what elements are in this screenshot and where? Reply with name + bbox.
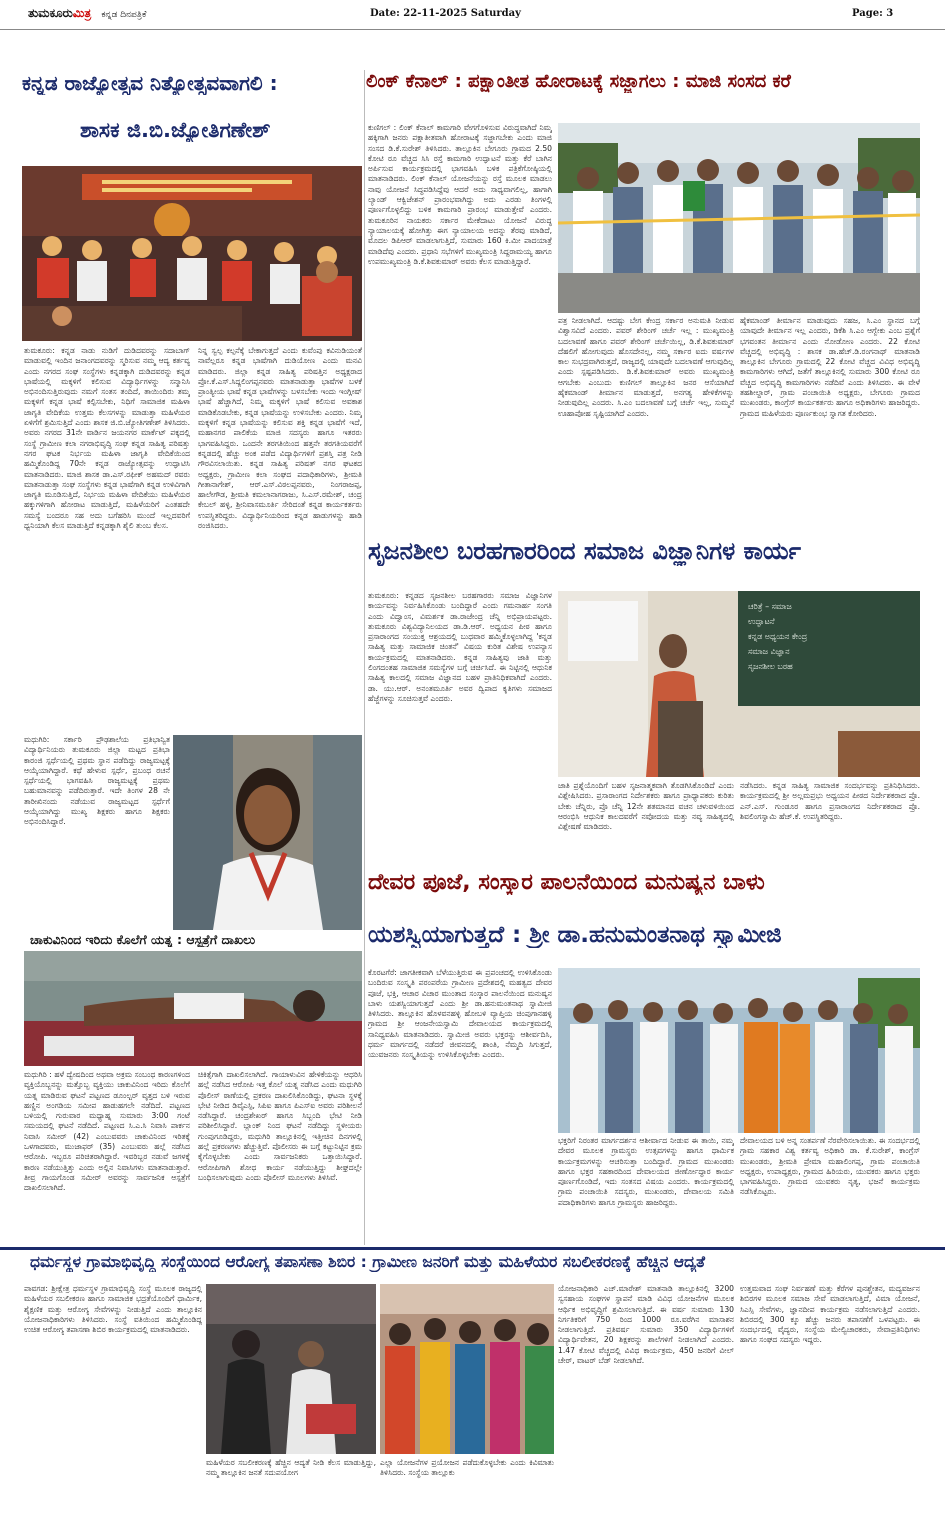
board-line: ಉದ್ಘಾಟನೆ	[748, 617, 775, 626]
writers-photo	[558, 591, 920, 777]
writers-photo-label	[558, 776, 561, 777]
issue-date: Date: 22-11-2025 Saturday	[370, 8, 521, 19]
story1-column-2: ನಿನ್ನ ಸ್ವಲ್ಪ ಕಲ್ಪನೆಕ್ಕೆ ಬೇಕಾಗುತ್ತದೆ ಎಂದು ಕುವೆಂಪು ಕವಿನುಡಿಯಂತೆ ನಾವೆಲ್ಲರೂ ಕನ್ನಡ ಭಾಷೆಗಾಗಿ ದುಡಿಯೋಣ ಎಂದು ಮನವಿ ಮಾಡಿದರು. ಜಿಲ್ಲಾ ಕನ್ನಡ ಸಾಹಿತ್ಯ ಪರಿಷತ್ತಿನ ಅಧ್ಯಕ್ಷರಾದ ಪ್ರೋ.ಕೆ.ಎಸ್.ಸಿದ್ದಲಿಂಗಪ್ಪನವರು ಮಾತನಾಡುತ್ತಾ ಭಾಷೆಗಳ ಬಳಕೆ ಪ್ರಾಂತ್ಯೀಯ ಭಾಷೆ ಕನ್ನಡ ಭಾಷೆಗಳನ್ನು ಬಳಸಬೇಕು ಇಂದು ಇಂಗ್ಲೀಷ್ ಭಾಷೆ ಹೆಚ್ಚಾಗಿದೆ, ನಿಮ್ಮ ಮಕ್ಕಳಿಗೆ ಭಾಷೆ ಕಲಿಸುವ ಅವಕಾಶ ಮಾಡಿಕೊಡಬೇಕು, ಕನ್ನಡ ಭಾಷೆಯನ್ನು ಉಳಿಸಬೇಕು ಎಂದರು. ನಿಮ್ಮ ಮಕ್ಕಳಿಗೆ ಕನ್ನಡ ಭಾಷೆಯನ್ನು ಕಲಿಸುವ ಶಕ್ತಿ ಕನ್ನಡ ಭಾಷೆಗೆ ಇದೆ, ಮಹಾನಗರ ಪಾಲಿಕೆಯ ಮಾಜಿ ಸದಸ್ಯರು ಹಾಗೂ ಇತರರು ಭಾಗವಹಿಸಿದ್ದರು. ಒಂದನೇ ತರಗತಿಯಿಂದ ಹತ್ತನೇ ತರಗತಿಯವರೆಗೆ ಕನ್ನಡದಲ್ಲಿ ಹೆಚ್ಚು ಅಂಕ ಪಡೆದ ವಿದ್ಯಾರ್ಥಿಗಳಿಗೆ ಪ್ರಶಸ್ತಿ ಪತ್ರ ನೀಡಿ ಗೌರವಿಸಲಾಯಿತು. ಕನ್ನಡ ಸಾಹಿತ್ಯ ಪರಿಷತ್ ನಗರ ಘಟಕದ ಅಧ್ಯಕ್ಷರು, ಗ್ರಾಮೀಣ ಕಲಾ ಸಂಘದ ಪದಾಧಿಕಾರಿಗಳು, ಶ್ರೀಮತಿ ಗೀತಾನಾಗೇಶ್, ಆರ್.ಎಸ್.ವಿಠಲಪ್ಪನವರು, ನಿಂಗರಾಜಪ್ಪ, ಹಾಲೇಗೌಡ, ಶ್ರೀಮತಿ ಕಮಲಾನಾಗರಾಜು, ಸಿ.ಎಸ್.ರಮೇಶ್, ಚಂದ್ರ ಕೇಬಲ್ ಹಳ್ಳಿ, ಶ್ರೀನಿವಾಸಮೂರ್ತಿ ಸೇರಿದಂತೆ ಕನ್ನಡ ಕಾರ್ಯಕರ್ತರು ಉಪಸ್ಥಿತರಿದ್ದರು. ವಿದ್ಯಾರ್ಥಿನಿಯರಿಂದ ಕನ್ನಡ ಹಾಡುಗಳನ್ನು ಹಾಡಿ ರಂಜಿಸಿದರು.	[198, 346, 362, 531]
stab-photo	[24, 951, 362, 1066]
masthead-name-b: ಮಿತ್ರ	[72, 6, 92, 20]
story1-headline-1: ಕನ್ನಡ ರಾಜ್ಯೋತ್ಸವ ನಿತ್ಯೋತ್ಸವವಾಗಲಿ :	[22, 72, 278, 95]
masthead-name-a: ತುಮಕೂರು	[28, 6, 73, 20]
canal-column-2: ಪತ್ರ ನೀಡಲಾಗಿದೆ. ಆದಷ್ಟು ಬೇಗ ಕೇಂದ್ರ ಸರ್ಕಾರ ಅನುಮತಿ ನೀಡುವ ವಿಶ್ವಾಸವಿದೆ ಎಂದರು. ಪವರ್ ಶೇರಿಂಗ್ ಚರ್ಚೆ ಇಲ್ಲ : ಮುಖ್ಯಮಂತ್ರಿ ಬದಲಾವಣೆ ಹಾಗೂ ಪವರ್ ಶೇರಿಂಗ್ ಚರ್ಚೆಯಿಲ್ಲ, ಡಿ.ಕೆ.ಶಿವಕುಮಾರ್ ದೆಹಲಿಗೆ ಹೋಗುವುದು ಹೊಸದೇನಲ್ಲ, ನಮ್ಮ ಸರ್ಕಾರ ಐದು ವರ್ಷಗಳ ಕಾಲ ಸುಭದ್ರವಾಗಿರುತ್ತದೆ, ರಾಜ್ಯದಲ್ಲಿ ಯಾವುದೇ ಬದಲಾವಣೆ ಆಗುವುದಿಲ್ಲ ಎಂದು ಸ್ಪಷ್ಟಪಡಿಸಿದರು. ಡಿ.ಕೆ.ಶಿವಕುಮಾರ್ ಅವರು ಮುಖ್ಯಮಂತ್ರಿ ಆಗಬೇಕು ಎಂಬುದು ಕುಣಿಗಲ್ ತಾಲ್ಲೂಕಿನ ಜನರ ಆಸೆಯಾಗಿದೆ ಹೈಕಮಾಂಡ್ ತೀರ್ಮಾನ ಮಾಡುತ್ತದೆ, ಅನಗತ್ಯ ಹೇಳಿಕೆಗಳನ್ನು ನೀಡುವುದಿಲ್ಲ ಎಂದರು. ಸಿ.ಎಂ ಬದಲಾವಣೆ ಬಗ್ಗೆ ಚರ್ಚೆ ಇಲ್ಲ, ಸುಮ್ಮನೆ ಊಹಾಪೋಹ ಸೃಷ್ಟಿಯಾಗಿದೆ ಎಂದರು.	[558, 316, 734, 418]
board-line: ಕನ್ನಡ ಅಧ್ಯಯನ ಕೇಂದ್ರ	[748, 632, 808, 641]
canal-photo	[558, 123, 920, 313]
board-line: ಸಮಾಜ ವಿಜ್ಞಾನ	[748, 647, 790, 656]
board-line: ಸೃಜನಶೀಲ ಬರಹ	[748, 662, 793, 671]
canal-headline: ಲಿಂಕ್ ಕೆನಾಲ್ : ಪಕ್ಷಾಂತೀತ ಹೋರಾಟಕ್ಕೆ ಸಜ್ಜಾಗಲು : ಮಾಜಿ ಸಂಸದ ಕರೆ	[366, 72, 791, 92]
story1-photo-label	[22, 340, 32, 341]
board-line: ಚರಿತ್ರೆ – ಸಮಾಜ	[748, 602, 792, 611]
swamiji-column-3: ದೇವಾಲಯದ ಬಳಿ ಅನ್ನ ಸಂತರ್ಪಣೆ ನೆರವೇರಿಸಲಾಯಿತು. ಈ ಸಂದರ್ಭದಲ್ಲಿ ಗ್ರಾಮ ಸಹಕಾರ ವಿಶ್ವ ಕರ್ತವ್ಯ ಅಧಿಕಾರಿ ಡಾ. ಕೆ.ಸುರೇಶ್, ಕಾಂಗ್ರೆಸ್ ಮುಖಂಡರು, ಶ್ರೀಮತಿ ಪ್ರೇಮಾ ಮಹಾಲಿಂಗಪ್ಪ, ಗ್ರಾಮ ಪಂಚಾಯಿತಿ ಅಧ್ಯಕ್ಷರು, ಉಪಾಧ್ಯಕ್ಷರು, ಗ್ರಾಮದ ಹಿರಿಯರು, ಯುವಕರು ಹಾಗೂ ಭಕ್ತರು ಭಾಗವಹಿಸಿದ್ದರು. ಗ್ರಾಮದ ಯುವಕರು ನೃತ್ಯ, ಭಜನೆ ಕಾರ್ಯಕ್ರಮ ನಡೆಸಿಕೊಟ್ಟರು.	[740, 1136, 920, 1197]
canal-photo-label	[558, 312, 565, 313]
dharmasthala-column-5: ಉತ್ತಮವಾದ ಸಂಘ ನಿರ್ವಹಣೆ ಮತ್ತು ಕೆರೆಗಳ ಪುನಶ್ಚೇತನ, ಮದ್ಯವರ್ಜನ ಶಿಬಿರಗಳ ಮೂಲಕ ಸಮಾಜ ಸೇವೆ ಮಾಡಲಾಗುತ್ತಿದೆ, ವಿಮಾ ಯೋಜನೆ, ಸಿಎಸ್ಸಿ ಸೇವೆಗಳು, ಜ್ಞಾನದೀಪ ಕಾರ್ಯಕ್ರಮ ನಡೆಸಲಾಗುತ್ತಿದೆ ಎಂದರು. ಶಿಬಿರದಲ್ಲಿ 300 ಕ್ಕೂ ಹೆಚ್ಚು ಜನರು ತಪಾಸಣೆಗೆ ಒಳಪಟ್ಟರು. ಈ ಸಂದರ್ಭದಲ್ಲಿ ವೈದ್ಯರು, ಸಂಸ್ಥೆಯ ಮೇಲ್ವಿಚಾರಕರು, ಸೇವಾಪ್ರತಿನಿಧಿಗಳು ಹಾಗೂ ಸಂಘದ ಸದಸ್ಯರು ಇದ್ದರು.	[740, 1284, 920, 1345]
stab-headline: ಚಾಕುವಿನಿಂದ ಇರಿದು ಕೊಲೆಗೆ ಯತ್ನ : ಆಸ್ಪತ್ರೆಗೆ ದಾಖಲು	[30, 933, 256, 947]
writers-column-2: ಜಾತಿ ಪ್ರಶ್ನೆಯೊಂದಿಗೆ ಬಹಳ ಸೃಜನಾತ್ಮಕವಾಗಿ ತೊಡಗಿಸಿಕೊಂಡಿದೆ ಎಂದು ವಿಶ್ಲೇಷಿಸಿದರು. ಪ್ರಸಾರಾಂಗದ ನಿರ್ದೇಶಕರು ಹಾಗೂ ಪ್ರಾಧ್ಯಾಪಕರು ಕುರಿತು ಬೇಕು ಚೆನ್ನಿರು, ಪ್ರೊ ಚೆನ್ನಿ 12ನೇ ಶತಮಾನದ ವಚನ ಚಳುವಳಿಯಿಂದ ಆರಂಭಿಸಿ ಆಧುನಿಕ ಕಾಲದವರೆಗೆ ನವೋದಯ ಮತ್ತು ನವ್ಯ ಸಾಹಿತ್ಯದಲ್ಲಿ ವಿಶ್ಲೇಷಣೆ ಮಾಡಿದರು.	[558, 781, 734, 832]
swamiji-headline-1: ದೇವರ ಪೂಜೆ, ಸಂಸ್ಕಾರ ಪಾಲನೆಯಿಂದ ಮನುಷ್ಯನ ಬಾಳು	[368, 870, 765, 895]
stab-photo-label	[24, 1065, 31, 1066]
stab-column-2: ಚಿಕಿತ್ಸೆಗಾಗಿ ದಾಖಲಿಸಲಾಗಿದೆ. ಗಾಯಾಳುವಿನ ಹೇಳಿಕೆಯನ್ನು ಆಧರಿಸಿ ಹಲ್ಲೆ ನಡೆಸಿದ ಆರೋಪಿ ಇತ್ತ ಕೊಲೆ ಯತ್ನ ನಡೆಸಿದ ಎಂದು ಮಧುಗಿರಿ ಪೊಲೀಸ್ ಠಾಣೆಯಲ್ಲಿ ಪ್ರಕರಣ ದಾಖಲಿಸಿಕೊಂಡಿದ್ದು, ಘಟನಾ ಸ್ಥಳಕ್ಕೆ ಭೇಟಿ ನೀಡಿದ ಡಿವೈಎಸ್ಪಿ, ಸಿಪಿಐ ಹಾಗೂ ಪಿಎಸ್ಐ ಅವರು ಪರಿಶೀಲನೆ ನಡೆಸಿದ್ದಾರೆ. ಚಂದ್ರಶೇಖರ್ ಹಾಗೂ ಸಿಬ್ಬಂದಿ ಭೇಟಿ ನೀಡಿ ಪರಿಶೀಲಿಸಿದ್ದಾರೆ. ಬ್ಲಾಂಕ್ ನಿಂದ ಘಟನೆ ನಡೆದಿದ್ದು ಸ್ಥಳೀಯರು ಗುಂಪುಗೂಡಿದ್ದರು, ಮಧುಗಿರಿ ತಾಲ್ಲೂಕಿನಲ್ಲಿ ಇತ್ತೀಚಿನ ದಿನಗಳಲ್ಲಿ ಹಲ್ಲೆ ಪ್ರಕರಣಗಳು ಹೆಚ್ಚುತ್ತಿವೆ. ಪೊಲೀಸರು ಈ ಬಗ್ಗೆ ಕಟ್ಟುನಿಟ್ಟಿನ ಕ್ರಮ ಕೈಗೊಳ್ಳಬೇಕು ಎಂದು ಸಾರ್ವಜನಿಕರು ಒತ್ತಾಯಿಸಿದ್ದಾರೆ. ಆರೋಪಿಗಾಗಿ ಶೋಧ ಕಾರ್ಯ ನಡೆಯುತ್ತಿದ್ದು ಶೀಘ್ರದಲ್ಲೇ ಬಂಧಿಸಲಾಗುವುದು ಎಂದು ಪೊಲೀಸ್ ಮೂಲಗಳು ತಿಳಿಸಿವೆ.	[198, 1070, 362, 1182]
story1-photo	[22, 166, 362, 341]
swamiji-column-2: ಭಕ್ತರಿಗೆ ನಿರಂತರ ಮಾರ್ಗದರ್ಶನ ಆಶೀರ್ವಾದ ನೀಡುವ ಈ ತಾಯಿ, ನಮ್ಮ ದೇವರ ಮೂಲಕ ಗ್ರಾಮಸ್ಥರು ಉತ್ಸವಗಳನ್ನು ಹಾಗೂ ಧಾರ್ಮಿಕ ಕಾರ್ಯಕ್ರಮಗಳನ್ನು ಆಚರಿಸುತ್ತಾ ಬಂದಿದ್ದಾರೆ. ಗ್ರಾಮದ ಮುಖಂಡರು ಹಾಗೂ ಭಕ್ತರ ಸಹಕಾರದಿಂದ ದೇವಾಲಯದ ಜೀರ್ಣೋದ್ಧಾರ ಕಾರ್ಯ ಪೂರ್ಣಗೊಂಡಿದೆ, ಇದು ಸಂತಸದ ವಿಷಯ ಎಂದರು. ಕಾರ್ಯಕ್ರಮದಲ್ಲಿ ಗ್ರಾಮ ಪಂಚಾಯಿತಿ ಸದಸ್ಯರು, ಮುಖಂಡರು, ದೇವಾಲಯ ಸಮಿತಿ ಪದಾಧಿಕಾರಿಗಳು ಹಾಗೂ ಗ್ರಾಮಸ್ಥರು ಹಾಜರಿದ್ದರು.	[558, 1136, 734, 1207]
dharmasthala-photo-1-label	[206, 1453, 212, 1454]
column-rule	[364, 70, 365, 1245]
writers-headline: ಸೃಜನಶೀಲ ಬರಹಗಾರರಿಂದ ಸಮಾಜ ವಿಜ್ಞಾನಿಗಳ ಕಾರ್ಯ	[368, 538, 801, 565]
dharmasthala-photo-2-label	[380, 1453, 388, 1454]
canal-column-3: ಹೈಕಮಾಂಡ್ ತೀರ್ಮಾನ ಮಾಡುವುದು ಸಹಜ, ಸಿ.ಎಂ ಸ್ಥಾನದ ಬಗ್ಗೆ ಯಾವುದೇ ತೀರ್ಮಾನ ಇಲ್ಲ ಎಂದರು, ಡಿಕೆಶಿ ಸಿ.ಎಂ ಆಗ್ಬೇಕು ಎಂಬ ಪ್ರಶ್ನೆಗೆ ಭಗವಂತನ ತೀರ್ಮಾನ ಎಂದು ನೋಡೋಣ ಎಂದರು. 22 ಕೋಟಿ ವೆಚ್ಚದಲ್ಲಿ ಅಭಿವೃದ್ಧಿ : ಶಾಸಕ ಡಾ.ಹೆಚ್.ಡಿ.ರಂಗನಾಥ್ ಮಾತನಾಡಿ ತಾಲ್ಲೂಕಿನ ಬೇಗೂರು ಗ್ರಾಮದಲ್ಲಿ 22 ಕೋಟಿ ವೆಚ್ಚದ ವಿವಿಧ ಅಭಿವೃದ್ಧಿ ಕಾಮಗಾರಿಗಳು ಆಗಿದೆ, ಜತೆಗೆ ತಾಲ್ಲೂಕಿನಲ್ಲಿ ಸುಮಾರು 300 ಕೋಟಿ ರೂ ವೆಚ್ಚದ ಅಭಿವೃದ್ಧಿ ಕಾಮಗಾರಿಗಳು ನಡೆದಿವೆ ಎಂದು ತಿಳಿಸಿದರು. ಈ ವೇಳೆ ತಹಶೀಲ್ದಾರ್, ಗ್ರಾಮ ಪಂಚಾಯಿತಿ ಅಧ್ಯಕ್ಷರು, ಬೇಗೂರು ಗ್ರಾಮದ ಮುಖಂಡರು, ಕಾಂಗ್ರೆಸ್ ಕಾರ್ಯಕರ್ತರು ಹಾಗೂ ಅಧಿಕಾರಿಗಳು ಹಾಜರಿದ್ದರು. ಗ್ರಾಮದ ಮಹಿಳೆಯರು ಪೂರ್ಣಕುಂಭ ಸ್ವಾಗತ ಕೋರಿದರು.	[740, 316, 920, 418]
dharmasthala-column-1: ಪಾವಗಡ: ಶ್ರೀಕ್ಷೇತ್ರ ಧರ್ಮಸ್ಥಳ ಗ್ರಾಮಾಭಿವೃದ್ಧಿ ಸಂಸ್ಥೆ ಮೂಲಕ ರಾಜ್ಯದಲ್ಲಿ ಮಹಿಳೆಯರ ಸಬಲೀಕರಣ ಹಾಗೂ ಸಾಮಾಜಿಕ ಭದ್ರತೆಯೊಂದಿಗೆ ಧಾರ್ಮಿಕ, ಶೈಕ್ಷಣಿಕ ಮತ್ತು ಆರೋಗ್ಯ ಸೇವೆಗಳನ್ನು ನೀಡುತ್ತಿದೆ ಎಂದು ತಾಲ್ಲೂಕಿನ ಯೋಜನಾಧಿಕಾರಿಗಳು ತಿಳಿಸಿದರು. ಸಂಸ್ಥೆ ವತಿಯಿಂದ ಹಮ್ಮಿಕೊಂಡಿದ್ದ ಉಚಿತ ಆರೋಗ್ಯ ತಪಾಸಣಾ ಶಿಬಿರ ಕಾರ್ಯಕ್ರಮದಲ್ಲಿ ಮಾತನಾಡಿದರು.	[24, 1284, 202, 1335]
student-photo	[173, 735, 362, 930]
story1-headline-2: ಶಾಸಕ ಜಿ.ಬಿ.ಜ್ಯೋತಿಗಣೇಶ್	[80, 118, 271, 142]
divider-rule	[0, 1247, 945, 1250]
swamiji-photo-label	[558, 1132, 569, 1133]
canal-column-1: ಕುಣಿಗಲ್ : ಲಿಂಕ್ ಕೆನಾಲ್ ಕಾಮಗಾರಿ ವೇಗಗೊಳಿಸುವ ವಿರುದ್ಧವಾಗಿದೆ ನಿಮ್ಮ ಹಕ್ಕಿಗಾಗಿ ಜನರು ಪಕ್ಷಾತೀತವಾಗಿ ಹೋರಾಟಕ್ಕೆ ಸಜ್ಜಾಗಬೇಕು ಎಂದು ಮಾಜಿ ಸಂಸದ ಡಿ.ಕೆ.ಸುರೇಶ್ ತಿಳಿಸಿದರು. ತಾಲ್ಲೂಕಿನ ಬೇಗೂರು ಗ್ರಾಮದ 2.50 ಕೋಟಿ ರೂ ವೆಚ್ಚದ ಸಿಸಿ ರಸ್ತೆ ಕಾಮಗಾರಿ ಉದ್ಘಾಟನೆ ಮತ್ತು ಕೆರೆ ಬಾಗಿನ ಅರ್ಪಿಸುವ ಕಾರ್ಯಕ್ರಮದಲ್ಲಿ ಭಾಗವಹಿಸಿ ಬಳಿಕ ಪತ್ರಿಕೆಗೋಷ್ಠಿಯಲ್ಲಿ ಮಾತನಾಡಿದರು. ಲಿಂಕ್ ಕೆನಾಲ್ ಯೋಜನೆಯನ್ನು ರಸ್ತೆ ಮೂಲಕ ಮಾಡಲು ನಾವು ಯೋಜನೆ ಸಿದ್ಧಪಡಿಸಿದ್ದೆವು ಆದರೆ ಅದು ಸಾಧ್ಯವಾಗಲಿಲ್ಲ, ಹಾಗಾಗಿ ಲ್ಯಾಂಡ್ ಆಕ್ವಿಜೇಶನ್ ಪ್ರಾರಂಭವಾಗಿದ್ದು ಅದು ಎರಡು ತಿಂಗಳಲ್ಲಿ ಪೂರ್ಣಗೊಳ್ಳಲಿದ್ದು ಬಳಿಕ ಕಾಮಗಾರಿ ಪ್ರಾರಂಭ ಮಾಡುತ್ತೇವೆ ಎಂದರು. ತುಮಕೂರಿನ ನಾಯಕರು ಸರ್ಕಾರ ಮೇಕೆದಾಟು ಯೋಜನೆ ವಿರುದ್ಧ ನ್ಯಾಯಾಲಯಕ್ಕೆ ಹೋಗಿತ್ತು ಈಗ ನ್ಯಾಯಾಲಯ ಅದನ್ನು ತೆರವು ಮಾಡಿದೆ, ಮೊದಲ ಡಿಪಿಆರ್ ಮಾಡಲಾಗುತ್ತಿದೆ, ಸುಮಾರು 160 ಕಿ.ಮೀ ಪಾದಯಾತ್ರೆ ಮಾಡಿದೆವು ಎಂದರು. ಪ್ರಧಾನಿ ಸಭೆಗಳಿಗೆ ಮುಖ್ಯಮಂತ್ರಿ ಸಿದ್ದರಾಮಯ್ಯ ಹಾಗೂ ಉಪಮುಖ್ಯಮಂತ್ರಿ ಡಿ.ಕೆ.ಶಿವಕುಮಾರ್ ಅವರು ಕೆಲಸ ಮಾಡುತ್ತಿದ್ದಾರೆ.	[368, 123, 552, 266]
writers-column-3: ನಡೆಸಿದರು. ಕನ್ನಡ ಸಾಹಿತ್ಯ ಸಾಮಾಜಿಕ ಸಂದರ್ಭವನ್ನು ಪ್ರತಿನಿಧಿಸಿದರು. ಕಾರ್ಯಕ್ರಮದಲ್ಲಿ ಶ್ರೀ ಅಲ್ಲಮಪ್ರಭು ಅಧ್ಯಯನ ಪೀಠದ ನಿರ್ದೇಶಕರಾದ ಪ್ರೊ. ಎನ್.ಎಸ್. ಗುಂಡೂರ ಹಾಗೂ ಪ್ರಸಾರಾಂಗದ ನಿರ್ದೇಶಕರಾದ ಪ್ರೊ. ಶಿವಲಿಂಗಸ್ವಾಮಿ ಹೆಚ್.ಕೆ. ಉಪಸ್ಥಿತರಿದ್ದರು.	[740, 781, 920, 821]
dharmasthala-photo-2	[380, 1284, 554, 1454]
masthead	[0, 0, 945, 30]
story1-column-1: ತುಮಕೂರು: ಕನ್ನಡ ನಾಡು ನುಡಿಗೆ ದುಡಿದವರನ್ನು ಸದಾಬಾಗ್ ಮಾಡುವಲ್ಲಿ ಇಂದಿನ ಜನಾಂಗದವರನ್ನು ಸ್ಮರಿಸುವ ನಮ್ಮ ಆದ್ಯ ಕರ್ತವ್ಯ ಎಂದು ನಗರದ ಸಂಘ ಸಂಸ್ಥೆಗಳು ಕನ್ನಡಕ್ಕಾಗಿ ದುಡಿದವರನ್ನು ಕನ್ನಡ ಭಾಷೆಯಲ್ಲಿ ಮಕ್ಕಳಿಗೆ ಕಲಿಸುವ ವಿದ್ಯಾರ್ಥಿಗಳನ್ನು ಸನ್ಮಾನಿಸಿ ಅಭಿನಂದಿಸುತ್ತಿರುವುದು ನಮಗೆ ಸಂತಸ ತಂದಿದೆ, ತಾಯಿಂದಿರು ತಮ್ಮ ಮಕ್ಕಳಿಗೆ ಕನ್ನಡ ಭಾಷೆ ಕಲ್ಪಿಸಬೇಕು, ನಿಧಿಗೆ ಸಾಮಾಜಿಕ ಮಹಿಳಾ ಜಾಗೃತಿ ವೇದಿಕೆಯ ಉತ್ತಮ ಕೆಲಸಗಳನ್ನು ಮಾಡುತ್ತಾ ಮಹಿಳೆಯರ ಏಳಿಗೆಗೆ ಶ್ರಮಿಸುತ್ತಿದೆ ಎಂದು ಶಾಸಕ ಜಿ.ಬಿ.ಜ್ಯೋತಿಗಣೇಶ್ ತಿಳಿಸಿದರು. ಅವರು ನಗರದ 31ನೇ ವಾರ್ಡಿನ ಜಯನಗರ ಮಾರ್ಕೆಟ್ ಪಕ್ಕದಲ್ಲಿ ಸಂಸ್ಥೆ ಗ್ರಾಮೀಣ ಕಲಾ ನಗರಾಭಿವೃದ್ಧಿ ಸಂಘ ಕನ್ನಡ ಸಾಹಿತ್ಯ ಪರಿಷತ್ತು ನಗರ ಘಟಕ ನಿರ್ಭಯ ಮಹಿಳಾ ಜಾಗೃತಿ ವೇದಿಕೆಯಿಂದ ಹಮ್ಮಿಕೊಂಡಿದ್ದ 70ನೇ ಕನ್ನಡ ರಾಜ್ಯೋತ್ಸವನ್ನು ಉದ್ಘಾಟಿಸಿ ಮಾತನಾಡಿದರು. ಮಾಜಿ ಶಾಸಕ ಡಾ.ಎಸ್.ರಫೀಕ್ ಅಹಮದ್ ರವರು ಮಾತನಾಡುತ್ತಾ ಸಂಘ ಸಂಸ್ಥೆಗಳು ಕನ್ನಡ ಭಾಷೆಗಾಗಿ ಕನ್ನಡ ಉಳಿವಿಗಾಗಿ ಜಾಗೃತಿ ಮೂಡಿಸುತ್ತಿದೆ, ನಿರ್ಭಯ ಮಹಿಳಾ ವೇದಿಕೆಯು ಮಹಿಳೆಯರ ಹಕ್ಕುಗಳಿಗಾಗಿ ಹೋರಾಟ ಮಾಡುತ್ತಿದೆ, ಮಹಿಳೆಯರಿಗೆ ಎಂತಹದೇ ಸಮಸ್ಯೆ ಬಂದರೂ ಸಹ ಅದು ಬಗೆಹರಿಸಿ ಮುಂದೆ ಇಲ್ಲದವರಿಗೆ ಧ್ವನಿಯಾಗಿ ಕೆಲಸ ಮಾಡುತ್ತಿದೆ ಕನ್ನಡಕ್ಕಾಗಿ ಶೈಲಿ ತುಂಬ ಕೆಲಸ.	[24, 346, 190, 531]
swamiji-column-1: ಕೊರಟಗೆರೆ: ಜಾಗತೀಕವಾಗಿ ಬೆಳೆಯುತ್ತಿರುವ ಈ ಪ್ರಪಂಚದಲ್ಲಿ ಉಳಿಸಿಕೊಂಡು ಬಂದಿರುವ ಸಂಸ್ಕೃತಿ ಪರಂಪರೆಯ ಗ್ರಾಮೀಣ ಪ್ರದೇಶದಲ್ಲಿ ಮಹತ್ವದ ದೇವರ ಪೂಜೆ, ಭಕ್ತಿ, ಆಚಾರ ವಿಚಾರ ಮುಂತಾದ ಸಂಸ್ಕಾರ ಪಾಲನೆಯಿಂದ ಮನುಷ್ಯನ ಬಾಳು ಯಶಸ್ವಿಯಾಗುತ್ತದೆ ಎಂದು ಶ್ರೀ ಡಾ.ಹನುಮಂತನಾಥ ಸ್ವಾಮೀಜಿ ತಿಳಿಸಿದರು. ತಾಲ್ಲೂಕಿನ ಹೊಳವನಹಳ್ಳಿ ಹೋಬಳಿ ವ್ಯಾಪ್ತಿಯ ಚಿಂಪುಗಾನಹಳ್ಳಿ ಗ್ರಾಮದ ಶ್ರೀ ಆಂಜನೇಯಸ್ವಾಮಿ ದೇವಾಲಯದ ಕಾರ್ಯಕ್ರಮದಲ್ಲಿ ಸಾನಿಧ್ಯವಹಿಸಿ ಮಾತನಾಡಿದರು. ಸ್ವಾಮೀಜಿ ಅವರು ಭಕ್ತರನ್ನು ಆಶೀರ್ವದಿಸಿ, ಧರ್ಮ ಮಾರ್ಗದಲ್ಲಿ ನಡೆದರೆ ಜೀವನದಲ್ಲಿ ಶಾಂತಿ, ನೆಮ್ಮದಿ ಸಿಗುತ್ತದೆ, ಯುವಜನರು ಸಂಸ್ಕೃತಿಯನ್ನು ಉಳಿಸಿಕೊಳ್ಳಬೇಕು ಎಂದರು.	[368, 968, 552, 1060]
dharmasthala-column-2: ಮಹಿಳೆಯರ ಸಬಲೀಕರಣಕ್ಕೆ ಹೆಚ್ಚಿನ ಆದ್ಯತೆ ನೀಡಿ ಕೆಲಸ ಮಾಡುತ್ತಿದ್ದು, ನಮ್ಮ ತಾಲ್ಲೂಕಿನ ಜನತೆ ಸದುಪಯೋಗ	[206, 1458, 376, 1478]
swamiji-photo	[558, 968, 920, 1133]
swamiji-headline-2: ಯಶಸ್ವಿಯಾಗುತ್ತದೆ : ಶ್ರೀ ಡಾ.ಹನುಮಂತನಾಥ ಸ್ವಾಮೀಜಿ	[368, 922, 782, 948]
page-number: Page: 3	[852, 8, 894, 19]
newspaper-logo	[28, 6, 146, 21]
dharmasthala-headline: ಧರ್ಮಸ್ಥಳ ಗ್ರಾಮಾಭಿವೃದ್ಧಿ ಸಂಸ್ಥೆಯಿಂದ ಆರೋಗ್ಯ ತಪಾಸಣಾ ಶಿಬಿರ : ಗ್ರಾಮೀಣ ಜನರಿಗೆ ಮತ್ತು ಮಹಿಳೆಯರ ಸಬಲೀಕರಣಕ್ಕೆ ಹೆಚ್ಚಿನ ಆದ್ಯತೆ	[30, 1254, 706, 1271]
dharmasthala-photo-1	[206, 1284, 376, 1454]
masthead-subtitle: ಕನ್ನಡ ದಿನಪತ್ರಿಕೆ	[101, 10, 147, 20]
dharmasthala-column-4: ಯೋಜನಾಧಿಕಾರಿ ಎಚ್.ಮಾರೇಶ್ ಮಾತನಾಡಿ ತಾಲ್ಲೂಕಿನಲ್ಲಿ 3200 ಸ್ವಸಹಾಯ ಸಂಘಗಳ ಸ್ಥಾಪನೆ ಮಾಡಿ ವಿವಿಧ ಯೋಜನೆಗಳ ಮೂಲಕ ಆರ್ಥಿಕ ಅಭಿವೃದ್ಧಿಗೆ ಶ್ರಮಿಸಲಾಗುತ್ತಿದೆ. ಈ ವರ್ಷ ಸುಮಾರು 130 ನಿರ್ಗತಿಕರಿಗೆ 750 ರಿಂದ 1000 ರೂ.ವರೆಗಿನ ಮಾಸಾಶನ ನೀಡಲಾಗುತ್ತಿದೆ. ಪ್ರತಿವರ್ಷ ಸುಮಾರು 350 ವಿದ್ಯಾರ್ಥಿಗಳಿಗೆ ವಿದ್ಯಾರ್ಥಿವೇತನ, 20 ಶಿಕ್ಷಕರನ್ನು ಶಾಲೆಗಳಿಗೆ ನೀಡಲಾಗಿದೆ ಎಂದರು. 1.47 ಕೋಟಿ ವೆಚ್ಚದಲ್ಲಿ ವಿವಿಧ ಕಾರ್ಯಕ್ರಮ, 450 ಜನರಿಗೆ ವೀಲ್ ಚೇರ್, ವಾಟರ್ ಬೆಡ್ ನೀಡಲಾಗಿದೆ.	[558, 1284, 734, 1366]
dharmasthala-column-3: ಎಲ್ಲಾ ಯೋಜನೆಗಳ ಪ್ರಯೋಜನ ಪಡೆದುಕೊಳ್ಳಬೇಕು ಎಂದು ಕಿವಿಮಾತು ತಿಳಿಸಿದರು. ಸಂಸ್ಥೆಯ ತಾಲ್ಲೂಕು	[380, 1458, 554, 1478]
stab-column-1: ಮಧುಗಿರಿ : ಹಳೆ ದ್ವೇಷದಿಂದ ಅಥವಾ ಅಕ್ರಮ ಸಂಬಂಧ ಕಾರಣಗಳಿಂದ ವ್ಯಕ್ತಿಯೊಬ್ಬನನ್ನು ಮತ್ತೊಬ್ಬ ವ್ಯಕ್ತಿಯು ಚಾಕುವಿನಿಂದ ಇರಿದು ಕೊಲೆಗೆ ಯತ್ನ ಮಾಡಿರುವ ಘಟನೆ ಪಟ್ಟಣದ ಡೂಂಲ್ಟರ್ ವೃತ್ತದ ಬಳಿ ಇರುವ ಹಣ್ಣಿನ ಅಂಗಡಿಯ ಸಮೀಪ ಹಾಡುಹಗಲೇ ನಡೆದಿದೆ. ಪಟ್ಟಣದ ಬಳಿಯಲ್ಲಿ ಗುರುವಾರ ಮಧ್ಯಾಹ್ನ ಸುಮಾರು 3:00 ಗಂಟೆ ಸಮಯದಲ್ಲಿ ಘಟನೆ ನಡೆದಿದೆ. ಪಟ್ಟಣದ ಸಿ.ಎ.ಸಿ ನಿವಾಸಿ ಪಾರ್ಕನ ನಿವಾಸಿ ಸಮೀರ್ (42) ಎಂಬುವವರು ಚಾಕುವಿನಿಂದ ಇರಿತಕ್ಕೆ ಒಳಗಾದವರು, ಮುಜಾಫರ್ (35) ಎಂಬುವರು ಹಲ್ಲೆ ನಡೆಸಿದ ಆರೋಪಿ. ಇಬ್ಬರೂ ಪರಿಚಿತರಾಗಿದ್ದಾರೆ. ಇವರಿಬ್ಬರ ನಡುವೆ ಜಗಳಕ್ಕೆ ಕಾರಣ ನಡೆಯುತ್ತಿತ್ತು ಎಂದು ಅಲ್ಲಿನ ನಿವಾಸಿಗಳು ಮಾತನಾಡುತ್ತಾರೆ. ತೀವ್ರ ಗಾಯಗೊಂಡ ಸಮೀರ್ ಅವರನ್ನು ಸಾರ್ವಜನಿಕ ಆಸ್ಪತ್ರೆಗೆ ದಾಖಲಿಸಲಾಗಿದೆ.	[24, 1070, 190, 1193]
writers-column-1: ತುಮಕೂರು: ಕನ್ನಡದ ಸೃಜನಶೀಲ ಬರಹಗಾರರು ಸಮಾಜ ವಿಜ್ಞಾನಿಗಳ ಕಾರ್ಯವನ್ನು ನಿರ್ವಹಿಸಿಕೊಂಡು ಬಂದಿದ್ದಾರೆ ಎಂದು ಗಮನಾರ್ಹ ಸಂಗತಿ ಎಂದು ವಿದ್ವಾಂಸ, ವಿಮರ್ಶಕ ಡಾ.ರಾಜೇಂದ್ರ ಚೆನ್ನಿ ಅಭಿಪ್ರಾಯಪಟ್ಟರು. ತುಮಕೂರು ವಿಶ್ವವಿದ್ಯಾನಿಲಯದ ಡಾ.ಡಿ.ಆರ್. ಅಧ್ಯಯನ ಪೀಠ ಹಾಗೂ ಪ್ರಸಾರಾಂಗದ ಸಂಯುಕ್ತ ಆಶ್ರಯದಲ್ಲಿ ಬುಧವಾರ ಹಮ್ಮಿಕೊಳ್ಳಲಾಗಿದ್ದ 'ಕನ್ನಡ ಸಾಹಿತ್ಯ ಮತ್ತು ಸಾಮಾಜಿಕ ಚಿಂತನೆ' ವಿಷಯ ಕುರಿತ ವಿಶೇಷ ಉಪನ್ಯಾಸ ಕಾರ್ಯಕ್ರಮದಲ್ಲಿ ಮಾತನಾಡಿದರು. ಕನ್ನಡ ಸಾಹಿತ್ಯವು ಜಾತಿ ಮತ್ತು ಲಿಂಗದಂತಹ ಸಾಮಾಜಿಕ ಸಮಸ್ಯೆಗಳ ಬಗ್ಗೆ ಚರ್ಚಿಸಿದೆ. ಈ ನಿಟ್ಟಿನಲ್ಲಿ ಆಧುನಿಕ ಸಾಹಿತ್ಯ ಕಾಲದಲ್ಲಿ ಸಮಾಜ ವಿಜ್ಞಾನದ ಬಹಳ ಪ್ರಾತಿನಿಧಿಕವಾಗಿದೆ ಎಂದರು. ಡಾ. ಯು.ಆರ್. ಅನಂತಮೂರ್ತಿ ಅವರ ದ್ವಿಪಾದ ಕೃತಿಗಳು ಸಮಾಜದ ಹೆಜ್ಜೆಗಳನ್ನು ಸೂಚಿಸುತ್ತವೆ ಎಂದರು.	[368, 591, 552, 703]
student-photo-label	[173, 929, 177, 930]
blackboard-text	[748, 599, 913, 674]
student-story-text: ಮಧುಗಿರಿ: ಸರ್ಕಾರಿ ಪ್ರೌಢಶಾಲೆಯ ಪ್ರತಿಭಾನ್ವಿತ ವಿದ್ಯಾರ್ಥಿನಿಯರು ತುಮಕೂರು ಜಿಲ್ಲಾ ಮಟ್ಟದ ಪ್ರತಿಭಾ ಕಾರಂಜಿ ಸ್ಪರ್ಧೆಯಲ್ಲಿ ಪ್ರಥಮ ಸ್ಥಾನ ಪಡೆದಿದ್ದು ರಾಜ್ಯಮಟ್ಟಕ್ಕೆ ಆಯ್ಕೆಯಾಗಿದ್ದಾರೆ. ಕಥೆ ಹೇಳುವ ಸ್ಪರ್ಧೆ, ಪ್ರಬಂಧ ರಚನೆ ಸ್ಪರ್ಧೆಯಲ್ಲಿ ಭಾಗವಹಿಸಿ ರಾಜ್ಯಮಟ್ಟಕ್ಕೆ ಪ್ರಥಮ ಬಹುಮಾನವನ್ನು ಪಡೆದಿರುತ್ತಾರೆ. ಇದೇ ತಿಂಗಳ 28 ನೇ ತಾರೀಖಿನಂದು ನಡೆಯುವ ರಾಜ್ಯಮಟ್ಟದ ಸ್ಪರ್ಧೆಗೆ ಆಯ್ಕೆಯಾಗಿದ್ದು ಮುಖ್ಯ ಶಿಕ್ಷಕರು ಹಾಗೂ ಶಿಕ್ಷಕರು ಅಭಿನಂದಿಸಿದ್ದಾರೆ.	[24, 735, 170, 827]
